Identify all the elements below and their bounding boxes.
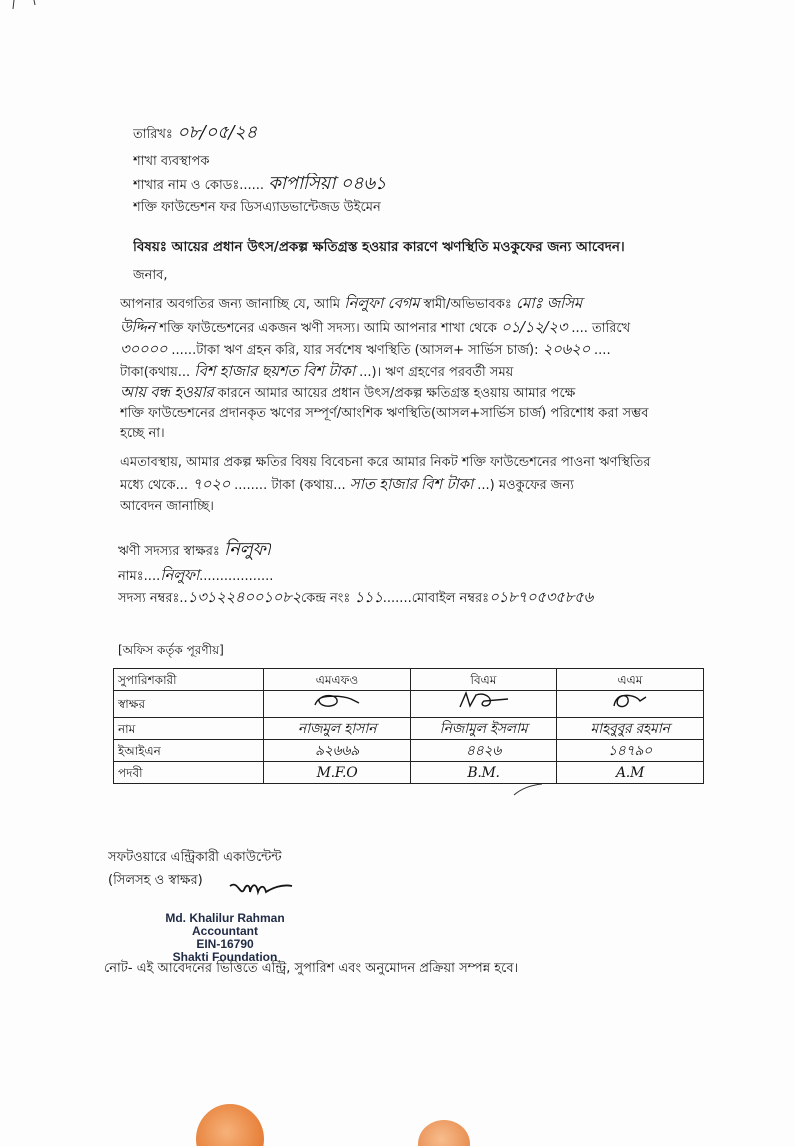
recommendation-table [113,668,704,784]
name-value: নিলুফা [160,566,200,584]
paragraph1-line3 [120,338,710,362]
paragraph2-line2 [120,473,710,497]
balance-words-field: বিশ হাজার ছয়শত বিশ টাকা [194,362,355,380]
table-header-row [114,669,704,691]
from-text: মধ্যে থেকে... [120,478,189,493]
table-row-name [114,718,704,740]
paragraph1-line1 [120,292,710,316]
date-label: তারিখঃ [133,127,173,142]
mfo-ein: ৯২৬৬৯ [264,740,411,762]
finger-shadow [418,1120,470,1146]
header-recommender: সুপারিশকারী [114,669,264,691]
loan-amount-field: ৩০০০০ [120,340,168,358]
pen-mark [512,782,546,798]
paragraph1-line2 [120,316,710,340]
member-text: শক্তি ফাউন্ডেশনের একজন ঋণী সদস্য। আমি আপনার শাখা থেকে [159,321,497,336]
waiver-close: ...) মওকুফের জন্য [477,478,574,493]
paragraph2-line3: আবেদন জানাচ্ছি। [120,499,214,514]
stamp-organization: Shakti Foundation [172,950,278,964]
balance-suffix: .... [594,343,611,358]
scan-mark [8,0,48,12]
header-bm: বিএম [411,669,557,691]
paragraph1-line5 [120,381,710,405]
am-designation: A.M [557,762,704,784]
header-mfo: এমএফও [264,669,411,691]
office-section-title: [অফিস কর্তৃক পূরণীয়] [118,643,224,657]
stamp-role: Accountant [192,924,258,938]
row-label-signature: স্বাক্ষর [114,691,264,718]
am-signature-cell [557,691,704,718]
date-suffix: .... তারিখে [571,321,631,336]
waiver-amount-field: ৭০২০ [192,475,230,493]
bm-signature [454,691,514,711]
name-label: নামঃ.... [118,569,161,584]
finger-shadow [196,1104,264,1146]
name-dots: .................. [199,569,274,584]
loan-date-field: ০১/১২/২৩ [501,318,568,336]
loan-text: ......টাকা ঋণ গ্রহন করি, যার সর্বশেষ ঋণস্থিতি (আসল+ সার্ভিস চার্জ): [171,343,539,358]
accountant-stamp [150,912,300,964]
mfo-designation: M.F.O [264,762,411,784]
table-row-ein [114,740,704,762]
member-number-line [118,586,708,610]
guardian-name-field-cont: উদ্দিন [120,318,156,336]
bm-name: নিজামুল ইসলাম [411,718,557,740]
organization-name: শক্তি ফাউন্ডেশন ফর ডিসএ্যাডভান্টেজড উইমেন [133,200,381,215]
member-signature: নিলুফা [223,539,271,560]
date-value: ০৮/০৫/২৪ [177,122,257,143]
mobile-label: .......মোবাইল নম্বরঃ [382,591,490,606]
am-name: মাহবুবুর রহমান [557,718,704,740]
intro-text: আপনার অবগতির জন্য জানাচ্ছি যে, আমি [120,297,341,312]
am-ein: ১৪৭৯০ [557,740,704,762]
table-row-designation [114,762,704,784]
branch-label: শাখার নাম ও কোডঃ...... [133,178,265,193]
seal-note: (সিলসহ ও স্বাক্ষর) [108,873,203,888]
mfo-signature-cell [264,691,411,718]
row-label-name: নাম [114,718,264,740]
guardian-name-field: মোঃ জসিম [515,294,582,312]
reason-text: কারনে আমার আয়ের প্রধান উৎস/প্রকল্প ক্ষতিগ্রস্ত হওয়ায় আমার পক্ষে [217,386,576,401]
guardian-label: স্বামী/অভিভাবকঃ [423,297,512,312]
words-label: টাকা(কথায়... [120,365,191,380]
paragraph2-line1: এমতাবস্থায়, আমার প্রকল্প ক্ষতির বিষয় বিবেচনা করে আমার নিকট শক্তি ফাউন্ডেশনের পাওনা ঋণস্থিতির [120,455,651,470]
stamp-name: Md. Khalilur Rahman [165,911,285,925]
bm-ein: ৪৪২৬ [411,740,557,762]
waiver-words-field: সাত হাজার বিশ টাকা [349,475,474,493]
table-row-signature [114,691,704,718]
addressee: শাখা ব্যবস্থাপক [133,154,210,169]
taka-text: ........ টাকা (কথায়... [234,478,346,493]
paragraph1-line7: হচ্ছে না। [120,426,165,441]
date-line [133,120,257,148]
member-name-field: নিলুফা বেগম [344,294,420,312]
bm-signature-cell [411,691,557,718]
member-no-value: ১৩১২২৪০০১০৮২ [187,588,302,606]
am-signature [600,691,660,711]
accountant-signature [226,876,296,904]
footer-note: নোট- এই আবেদনের ভিত্তিতে এন্ট্রি, সুপারিশ এবং অনুমোদন প্রক্রিয়া সম্পন্ন হবে। [104,961,519,976]
accountant-title: সফটওয়ারে এন্ট্রিকারী একাউন্টেন্ট [108,850,282,865]
balance-field: ২০৬২০ [542,340,590,358]
row-label-ein: ইআইএন [114,740,264,762]
member-signature-line [118,536,271,564]
center-label: কেন্দ্র নংঃ [301,591,351,606]
header-am: এএম [557,669,704,691]
mfo-name: নাজমুল হাসান [264,718,411,740]
salutation: জনাব, [133,268,168,283]
words-close: ...)। ঋণ গ্রহণের পরবর্তী সময় [359,365,514,380]
mobile-no-value: ০১৮৭০৫৩৫৮৫৬ [489,588,593,606]
mfo-signature [307,691,367,711]
center-no-value: ১১১ [354,588,383,606]
bm-designation: B.M. [411,762,557,784]
member-name-line [118,564,273,588]
row-label-designation: পদবী [114,762,264,784]
member-no-label: সদস্য নম্বরঃ.. [118,591,188,606]
paragraph1-line6: শক্তি ফাউন্ডেশনের প্রদানকৃত ঋণের সম্পূর্ণ/আংশিক ঋণস্থিতি(আসল+সার্ভিস চার্জ) পরিশোধ করা সম্ভব [120,406,649,421]
branch-line [133,173,386,199]
reason-field: আয় বন্ধ হওয়ার [120,383,214,401]
member-signature-label: ঋণী সদস্যর স্বাক্ষরঃ [118,544,220,559]
stamp-ein: EIN-16790 [196,937,254,951]
subject-line: বিষয়ঃ আয়ের প্রধান উৎস/প্রকল্প ক্ষতিগ্রস্ত হওয়ার কারণে ঋণস্থিতি মওকুফের জন্য আবেদন। [133,239,625,255]
branch-value: কাপাসিয়া ০৪৬১ [268,173,387,194]
